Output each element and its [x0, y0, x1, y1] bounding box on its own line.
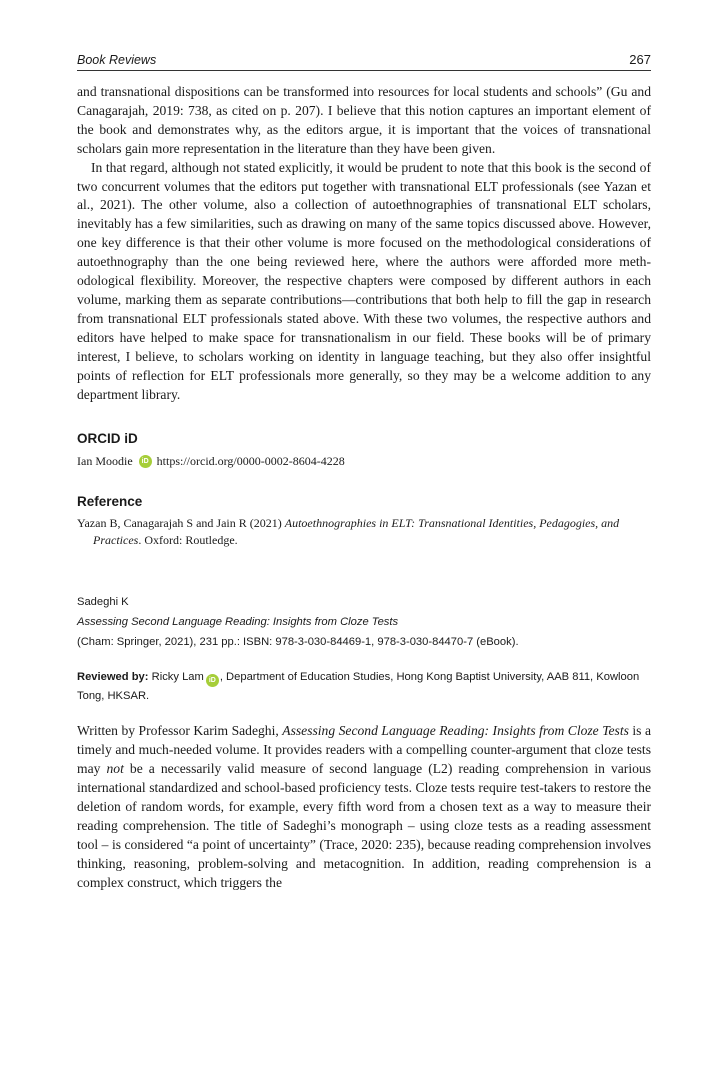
paragraph-continued: and transnational dispositions can be transformed into resources for local students and schools” (Gu and Canagarajah, 2019: 738, as cited on p. 207). I believe that this notion captures an important element of the book and demonstrates why, as the editors argue, it is important that the voices of transnational scholars gain more representation in the literature than they have been given. — [77, 84, 651, 156]
running-head-title: Book Reviews — [77, 53, 157, 67]
review-text-1: is a timely and much-needed volume. It provides readers with a compelling counter-argument that cloze tests may — [77, 723, 651, 777]
reviewed-by — [77, 668, 651, 706]
review-book-title: Assessing Second Language Reading: Insights from Cloze Tests — [282, 723, 629, 739]
reviewed-by-label: Reviewed by: — [77, 671, 149, 684]
review-lead: Written by Professor Karim Sadeghi, — [77, 723, 283, 739]
paragraph-volumes: In that regard, although not stated explicitly, it would be prudent to note that this book is the second of two concurrent volumes that the editors put together with transnational ELT professionals (see Yazan et al., 2021). The other volume, also a collection of autoethnographies of transnational ELT scholars, inevitably has a few similarities, such as drawing on many of the same topics discussed above. However, one key difference is that their other volume is more focused on the methodological considerations of autoethnography than the one being reviewed here, where the authors were afforded more methodological flexibility. Moreover, the respective chapters were composed by different authors in each volume, marking them as separate contributions—contributions that both help to fill the gap in research from transnational ELT professionals stated above. With these two volumes, the respective authors and editors have helped to make space for transnationalism in our field. These books will be of primary interest, I believe, to scholars working on identity in language teaching, but they also offer insightful points of reflection for ELT professionals more generally, so they may be a welcome addition to any department library. — [77, 159, 651, 402]
book-author: Sadeghi K — [77, 596, 129, 609]
reference-authors: Yazan B, Canagarajah S and Jain R (2021) — [77, 516, 285, 531]
reference-entry — [77, 515, 651, 549]
page-number: 267 — [629, 52, 651, 67]
orcid-link[interactable]: https://orcid.org/0000-0002-8604-4228 — [156, 454, 345, 469]
orcid-icon[interactable]: iD — [139, 455, 152, 468]
orcid-entry — [77, 454, 651, 469]
reference-title: Autoethnographies in ELT: Transnational Identities, Pedagogies, and Practices — [93, 516, 620, 548]
reference-heading: Reference — [77, 494, 143, 510]
reviewer-orcid-icon[interactable]: iD — [206, 674, 219, 687]
orcid-heading: ORCID iD — [77, 431, 138, 447]
review-text-2: be a necessarily valid measure of second language (L2) reading comprehension in various international standardized and school-based proficiency tests. Cloze tests require test-takers to restore the deletion of random words, for example, every fifth word from a chosen text as a way to measure their reading comprehension. The title of Sadeghi’s monograph – using cloze tests as a reading assessment tool – is considered “a point of uncertainty” (Trace, 2020: 235), because reading comprehension involves thinking, reasoning, problem-solving and metacognition. In addition, reading comprehension is a complex construct, which triggers the — [77, 761, 651, 890]
review-paragraph — [77, 722, 651, 892]
book-title: Assessing Second Language Reading: Insights from Cloze Tests — [77, 616, 399, 629]
reference-publisher: . Oxford: Routledge. — [138, 533, 238, 548]
running-head — [77, 46, 651, 71]
reviewer-affiliation: , Department of Education Studies, Hong Kong Baptist University, AAB 811, Kowloon Tong, HKSAR. — [77, 671, 640, 703]
journal-page — [77, 46, 651, 893]
book-info — [77, 592, 651, 652]
review-emphasis: not — [106, 761, 124, 777]
orcid-name: Ian Moodie — [77, 454, 133, 469]
book-publication: (Cham: Springer, 2021), 231 pp.: ISBN: 978-3-030-84469-1, 978-3-030-84470-7 (eBook). — [77, 636, 519, 649]
reviewer-name: Ricky Lam — [148, 671, 204, 684]
